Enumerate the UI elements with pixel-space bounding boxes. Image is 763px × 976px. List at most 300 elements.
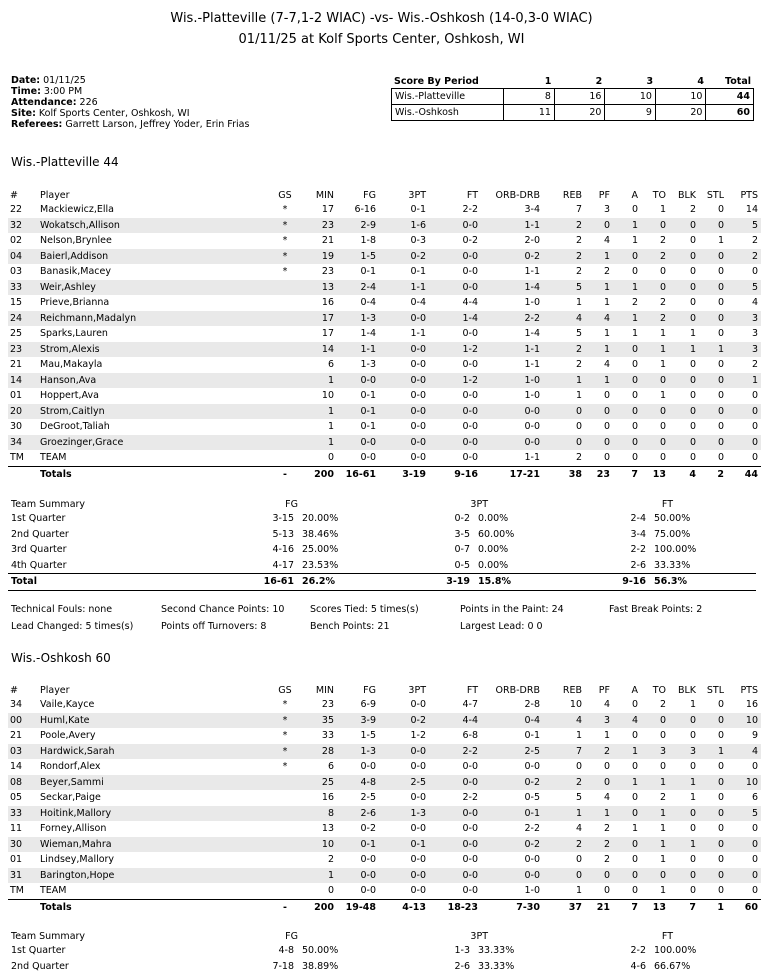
team1-summary [8,498,756,591]
cell-three-pointers: 0-0 [410,792,426,804]
cell-free-throws: 2-2 [462,792,478,804]
cell-games-started: * [270,218,300,234]
cell-turnovers: 1 [659,885,666,897]
cell-minutes: 8 [300,806,334,822]
table-row [8,202,761,218]
cell-points: 3 [724,311,761,327]
cell-orb-drb: 0-1 [524,730,540,742]
team1-heading: Wis.-Platteville 44 [11,155,119,169]
cell-turnovers: 0 [659,421,666,433]
cell-orb-drb: 0-5 [524,792,540,804]
cell-blocks: 1 [689,792,696,804]
fast-break-points: Fast Break Points: 2 [609,604,703,615]
total-three-pointers: 4-13 [376,899,426,915]
column-header-player-name: Player [40,189,70,201]
summary-row [8,943,756,959]
cell-games-started [270,868,300,884]
cell-personal-fouls: 0 [582,404,610,420]
cell-assists: 0 [610,868,638,884]
cell-steals: 0 [717,359,724,371]
cell-rebounds: 2 [540,249,582,265]
cell-steals: 0 [717,699,724,711]
cell-steals: 0 [696,837,724,853]
summary-fg: 16-61 [263,576,294,587]
cell-field-goals: 1-1 [334,342,376,358]
cell-rebounds: 0 [540,435,582,451]
cell-jersey-number: 08 [8,775,40,791]
cell-blocks: 0 [666,218,696,234]
scores-tied: Scores Tied: 5 times(s) [310,604,419,615]
cell-games-started [270,357,300,373]
cell-games-started [270,388,300,404]
table-row [8,790,761,806]
cell-steals: 0 [717,854,724,866]
cell-player-name: Nelson,Brynlee [40,235,112,247]
cell-player-name: Baierl,Addison [40,249,270,265]
cell-three-pointers: 1-6 [376,218,426,234]
cell-steals: 0 [696,311,724,327]
cell-rebounds: 0 [540,868,582,884]
total-personal-fouls: 21 [582,899,610,915]
total-three-pointers: 3-19 [376,466,426,482]
cell-free-throws: 0-0 [426,837,478,853]
cell-free-throws: 1-4 [426,311,478,327]
table-row [8,233,761,249]
cell-personal-fouls: 1 [582,249,610,265]
cell-three-pointers: 0-0 [410,854,426,866]
cell-player-name: Hoitink,Mallory [40,806,270,822]
cell-field-goals: 0-0 [360,452,376,464]
cell-blocks: 3 [666,744,696,760]
cell-assists: 2 [631,297,638,309]
cell-steals: 1 [696,744,724,760]
table-row [8,728,761,744]
cell-points: 0 [724,837,761,853]
summary-3pt-pct: 60.00% [478,528,515,540]
cell-field-goals: 1-8 [360,235,376,247]
cell-personal-fouls: 0 [603,885,610,897]
cell-player-name: Forney,Allison [40,823,107,835]
total-blocks: 7 [666,899,696,915]
cell-steals: 1 [696,342,724,358]
cell-jersey-number: 01 [10,390,23,402]
summary-ft: 3-4 [630,528,646,540]
cell-field-goals: 1-3 [334,744,376,760]
sbp-row-team2: Wis.-Oshkosh 11 20 9 20 60 [391,105,754,121]
totals-row [8,466,761,482]
summary-fg-pct: 26.2% [302,576,335,587]
table-row [8,713,761,729]
cell-player-name: Groezinger,Grace [40,435,270,451]
summary-ft: 2-4 [630,513,646,524]
total-rebounds: 38 [540,466,582,482]
cell-blocks: 0 [666,373,696,389]
total-free-throws: 18-23 [426,899,478,915]
cell-free-throws: 4-4 [462,297,478,309]
cell-three-pointers: 0-1 [376,837,426,853]
cell-free-throws: 0-0 [462,885,478,897]
table-row [8,264,761,280]
cell-points: 0 [751,390,758,402]
cell-free-throws: 0-2 [462,235,478,247]
cell-orb-drb: 0-0 [478,435,540,451]
summary-ft: 2-6 [630,559,646,571]
points-off-turnovers: Points off Turnovers: 8 [161,621,267,632]
cell-points: 3 [751,328,758,340]
cell-free-throws: 0-0 [462,359,478,371]
cell-three-pointers: 1-2 [410,730,426,742]
cell-assists: 0 [610,806,638,822]
cell-assists: 0 [631,730,638,742]
cell-turnovers: 0 [638,280,666,296]
cell-minutes: 28 [300,744,334,760]
totals-row [8,899,761,915]
summary-fg-label: FG [285,931,298,942]
cell-rebounds: 1 [575,730,582,742]
cell-three-pointers: 1-1 [410,328,426,340]
cell-blocks: 0 [689,235,696,247]
summary-label: 3rd Quarter [11,544,67,555]
column-header-player-name: Player [40,684,70,696]
cell-three-pointers: 0-2 [376,713,426,729]
cell-field-goals: 2-5 [360,792,376,804]
summary-3pt: 2-6 [454,960,470,972]
cell-personal-fouls: 4 [603,699,610,711]
cell-player-name: Reichmann,Madalyn [40,311,270,327]
cell-jersey-number: 01 [10,854,23,866]
cell-field-goals: 0-0 [334,373,376,389]
cell-free-throws: 0-0 [462,328,478,340]
table-row [8,759,761,775]
cell-steals: 0 [696,404,724,420]
cell-points: 0 [751,421,758,433]
cell-steals: 0 [696,713,724,729]
summary-fg-pct: 23.53% [302,559,339,571]
cell-assists: 0 [631,359,638,371]
cell-orb-drb: 0-0 [478,868,540,884]
cell-blocks: 0 [666,249,696,265]
cell-rebounds: 0 [575,854,582,866]
cell-free-throws: 2-2 [426,744,478,760]
cell-player-name: Wieman,Mahra [40,837,270,853]
cell-games-started [270,342,300,358]
cell-free-throws: 0-0 [426,806,478,822]
cell-free-throws: 4-7 [462,699,478,711]
cell-rebounds: 2 [540,775,582,791]
cell-rebounds: 0 [575,421,582,433]
cell-turnovers: 0 [638,713,666,729]
cell-field-goals: 0-1 [360,266,376,278]
column-header-orb-drb: ORB-DRB [495,189,540,201]
cell-three-pointers: 0-0 [410,885,426,897]
table-row [8,218,761,234]
cell-three-pointers: 0-2 [376,249,426,265]
cell-personal-fouls: 0 [582,775,610,791]
cell-blocks: 0 [689,885,696,897]
cell-rebounds: 2 [540,218,582,234]
cell-player-name: DeGroot,Taliah [40,421,110,433]
cell-personal-fouls: 1 [582,342,610,358]
cell-games-started [270,435,300,451]
cell-minutes: 23 [321,266,334,278]
table-header-row [8,683,761,697]
total-turnovers: 13 [638,899,666,915]
cell-personal-fouls: 3 [582,713,610,729]
column-header-steals: STL [706,684,724,696]
cell-personal-fouls: 0 [582,218,610,234]
cell-steals: 0 [717,452,724,464]
cell-jersey-number: 30 [10,421,23,433]
cell-orb-drb: 1-1 [524,266,540,278]
cell-free-throws: 4-4 [426,713,478,729]
cell-turnovers: 0 [659,266,666,278]
cell-turnovers: 0 [638,868,666,884]
cell-steals: 0 [717,204,724,216]
cell-player-name: Hoppert,Ava [40,390,99,402]
cell-free-throws: 6-8 [462,730,478,742]
cell-minutes: 21 [321,235,334,247]
cell-player-name: Huml,Kate [40,713,270,729]
cell-turnovers: 0 [638,218,666,234]
cell-field-goals: 0-0 [360,854,376,866]
cell-turnovers: 1 [659,823,666,835]
cell-field-goals: 4-8 [334,775,376,791]
cell-minutes: 17 [321,328,334,340]
column-header-field-goals: FG [363,684,376,696]
summary-3pt: 3-5 [454,528,470,540]
cell-field-goals: 6-16 [354,204,376,216]
cell-jersey-number: 31 [8,868,40,884]
table-row [8,419,761,435]
cell-orb-drb: 1-0 [524,885,540,897]
cell-orb-drb: 0-4 [478,713,540,729]
cell-assists: 1 [610,744,638,760]
cell-minutes: 23 [321,699,334,711]
cell-field-goals: 2-6 [334,806,376,822]
column-header-assists: A [631,189,638,201]
cell-player-name: Strom,Caitlyn [40,404,270,420]
cell-jersey-number: 05 [10,792,23,804]
cell-games-started [270,326,300,342]
cell-free-throws: 0-0 [426,249,478,265]
cell-blocks: 2 [689,204,696,216]
cell-steals: 0 [717,328,724,340]
table-row [8,868,761,884]
cell-assists: 1 [610,775,638,791]
summary-fg: 4-16 [272,544,294,555]
cell-turnovers: 1 [638,775,666,791]
cell-minutes: 19 [300,249,334,265]
cell-assists: 1 [610,311,638,327]
cell-free-throws: 0-0 [426,868,478,884]
cell-personal-fouls: 4 [582,311,610,327]
cell-personal-fouls: 2 [603,266,610,278]
total-rebounds: 37 [540,899,582,915]
cell-orb-drb: 2-2 [524,823,540,835]
cell-blocks: 0 [689,823,696,835]
cell-games-started: * [282,730,288,742]
cell-turnovers: 2 [659,792,666,804]
cell-turnovers: 1 [659,359,666,371]
table-row [8,280,761,296]
summary-title: Team Summary [11,931,86,942]
table-header-row [8,188,761,202]
cell-points: 4 [724,744,761,760]
total-minutes: 200 [300,466,334,482]
cell-personal-fouls: 2 [582,744,610,760]
summary-label: 2nd Quarter [11,960,69,972]
column-header-jersey-number: # [10,189,18,201]
summary-label: 4th Quarter [11,559,67,571]
cell-assists: 4 [610,713,638,729]
cell-blocks: 0 [689,452,696,464]
cell-free-throws: 1-2 [426,342,478,358]
cell-turnovers: 1 [659,390,666,402]
summary-3pt: 0-7 [454,544,470,555]
cell-free-throws: 1-2 [426,373,478,389]
cell-turnovers: 1 [638,837,666,853]
cell-rebounds: 7 [540,744,582,760]
cell-points: 0 [751,761,758,773]
cell-blocks: 0 [666,713,696,729]
cell-orb-drb: 0-0 [524,854,540,866]
cell-games-started [270,775,300,791]
summary-ft-pct: 100.00% [654,945,697,956]
cell-steals: 0 [717,823,724,835]
cell-orb-drb: 2-8 [524,699,540,711]
cell-minutes: 1 [300,435,334,451]
cell-three-pointers: 0-1 [410,204,426,216]
cell-steals: 0 [717,885,724,897]
cell-jersey-number: 24 [8,311,40,327]
cell-assists: 0 [610,373,638,389]
cell-assists: 0 [631,204,638,216]
team2-heading: Wis.-Oshkosh 60 [11,651,111,665]
cell-player-name: Mackiewicz,Ella [40,204,114,216]
cell-blocks: 0 [666,435,696,451]
summary-row [8,527,756,543]
table-row [8,821,761,837]
cell-orb-drb: 3-4 [524,204,540,216]
cell-orb-drb: 0-1 [478,806,540,822]
cell-free-throws: 0-0 [426,218,478,234]
cell-rebounds: 2 [575,235,582,247]
cell-free-throws: 0-0 [426,280,478,296]
cell-turnovers: 1 [638,342,666,358]
cell-orb-drb: 0-2 [478,775,540,791]
summary-fg-pct: 38.46% [302,528,339,540]
summary-header [8,930,756,943]
cell-blocks: 1 [689,699,696,711]
cell-orb-drb: 1-4 [524,328,540,340]
cell-personal-fouls: 2 [603,854,610,866]
column-header-minutes: MIN [315,189,334,201]
cell-blocks: 1 [689,328,696,340]
cell-games-started [270,852,300,868]
cell-minutes: 23 [300,218,334,234]
cell-jersey-number: 21 [10,359,23,371]
cell-personal-fouls: 1 [582,806,610,822]
cell-steals: 0 [696,775,724,791]
cell-minutes: 17 [300,311,334,327]
summary-fg-pct: 20.00% [302,513,339,524]
column-header-assists: A [631,684,638,696]
column-header-orb-drb: ORB-DRB [495,684,540,696]
cell-orb-drb: 1-0 [478,373,540,389]
summary-row [8,511,756,527]
cell-jersey-number: 15 [10,297,23,309]
total-personal-fouls: 23 [582,466,610,482]
table-row [8,435,761,451]
cell-three-pointers: 0-0 [410,699,426,711]
summary-header [8,498,756,511]
cell-assists: 0 [631,792,638,804]
cell-rebounds: 0 [575,761,582,773]
cell-player-name: Strom,Alexis [40,342,270,358]
cell-player-name: Seckar,Paige [40,792,101,804]
cell-minutes: 13 [300,280,334,296]
cell-steals: 0 [717,761,724,773]
cell-personal-fouls: 1 [603,328,610,340]
cell-jersey-number: 03 [8,744,40,760]
cell-rebounds: 1 [540,806,582,822]
table-row [8,744,761,760]
cell-free-throws: 0-0 [462,452,478,464]
cell-turnovers: 2 [638,311,666,327]
cell-assists: 0 [610,435,638,451]
cell-field-goals: 1-4 [360,328,376,340]
table-row [8,342,761,358]
cell-points: 0 [751,266,758,278]
cell-minutes: 6 [327,359,334,371]
cell-blocks: 0 [689,390,696,402]
cell-three-pointers: 0-0 [410,823,426,835]
cell-blocks: 1 [666,342,696,358]
summary-ft-pct: 56.3% [654,576,687,587]
cell-assists: 0 [610,249,638,265]
cell-free-throws: 2-2 [462,204,478,216]
game-title: Wis.-Platteville (7-7,1-2 WIAC) -vs- Wis.-Oshkosh (14-0,3-0 WIAC) [170,11,593,26]
cell-orb-drb: 1-1 [478,218,540,234]
cell-player-name: Barington,Hope [40,868,270,884]
cell-turnovers: 0 [659,452,666,464]
summary-fg: 4-8 [278,945,294,956]
total-orb-drb: 17-21 [478,466,540,482]
table-row [8,852,761,868]
cell-assists: 0 [610,837,638,853]
cell-turnovers: 0 [638,404,666,420]
cell-games-started [270,419,300,435]
table-row [8,249,761,265]
summary-ft-pct: 75.00% [654,528,691,540]
cell-steals: 0 [696,435,724,451]
cell-orb-drb: 2-0 [524,235,540,247]
cell-three-pointers: 0-0 [376,342,426,358]
cell-turnovers: 1 [659,854,666,866]
cell-jersey-number: TM [10,885,24,897]
cell-rebounds: 1 [540,373,582,389]
cell-rebounds: 5 [540,280,582,296]
cell-games-started [270,404,300,420]
cell-minutes: 13 [321,823,334,835]
cell-orb-drb: 2-2 [478,311,540,327]
cell-points: 5 [724,218,761,234]
cell-assists: 0 [631,699,638,711]
cell-minutes: 25 [300,775,334,791]
cell-points: 0 [724,435,761,451]
cell-three-pointers: 0-3 [410,235,426,247]
game-meta [11,75,249,130]
